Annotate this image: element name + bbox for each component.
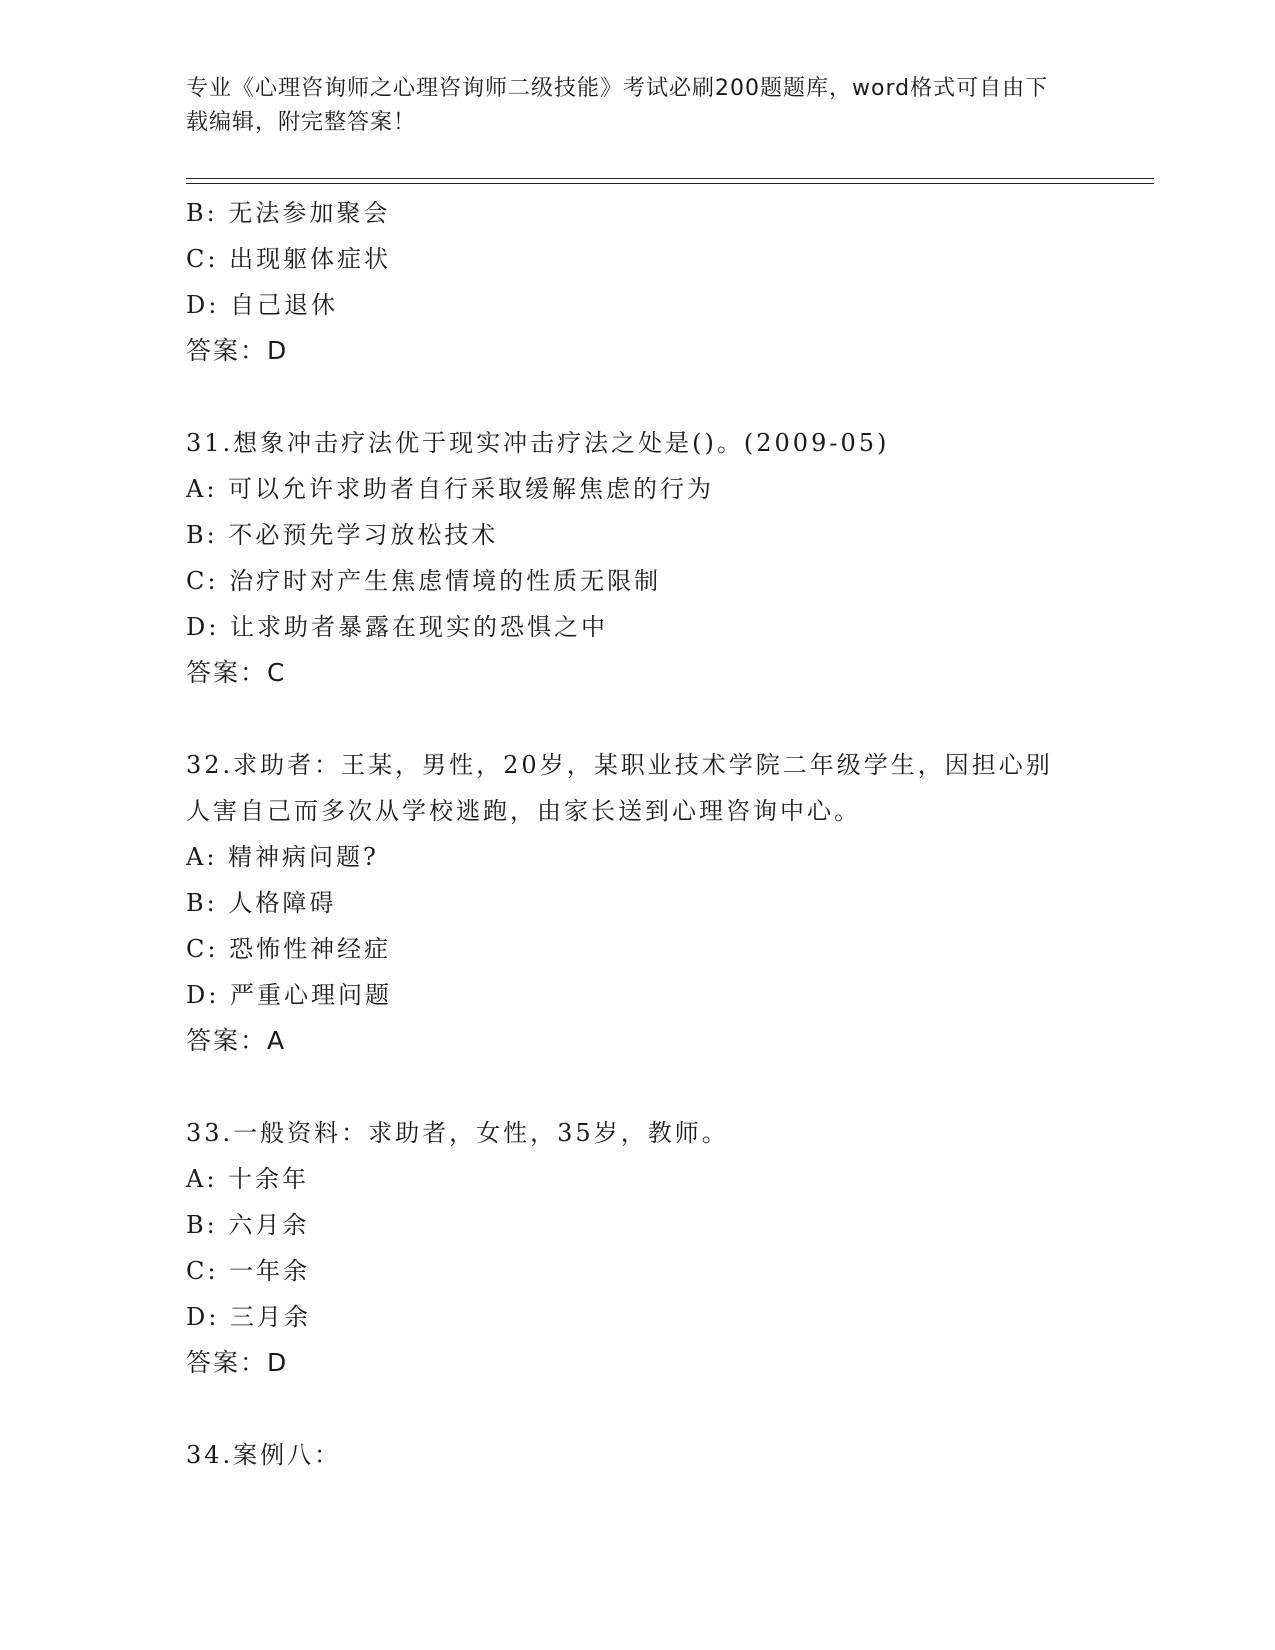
question-32 bbox=[186, 742, 1086, 1064]
question-30-tail bbox=[186, 190, 1086, 374]
document-header: 专业《心理咨询师之心理咨询师二级技能》考试必刷200题题库，word格式可自由下载编辑，附完整答案！ bbox=[186, 76, 1049, 135]
option-a: A: 可以允许求助者自行采取缓解焦虑的行为 bbox=[186, 475, 715, 503]
option-b: B: 人格障碍 bbox=[186, 889, 337, 917]
header-divider-bottom bbox=[186, 183, 1154, 184]
question-34 bbox=[186, 1432, 1086, 1478]
question-stem: 34.案例八： bbox=[186, 1441, 342, 1469]
answer: 答案：D bbox=[186, 1348, 289, 1377]
option-c: C: 一年余 bbox=[186, 1257, 311, 1285]
spacer bbox=[186, 1064, 1086, 1110]
question-stem: 33.一般资料：求助者，女性，35岁，教师。 bbox=[186, 1119, 729, 1147]
question-33 bbox=[186, 1110, 1086, 1386]
answer: 答案：A bbox=[186, 1026, 287, 1055]
option-c: C: 治疗时对产生焦虑情境的性质无限制 bbox=[186, 567, 662, 595]
option-b: B: 六月余 bbox=[186, 1211, 310, 1239]
question-list bbox=[186, 190, 1086, 1478]
question-stem: 32.求助者：王某，男性，20岁，某职业技术学院二年级学生，因担心别人害自己而多次从学校逃跑，由家长送到心理咨询中心。 bbox=[186, 751, 1053, 825]
option-a: A: 十余年 bbox=[186, 1165, 310, 1193]
spacer bbox=[186, 1386, 1086, 1432]
answer: 答案：C bbox=[186, 658, 287, 687]
answer: 答案：D bbox=[186, 336, 289, 365]
option-c: C: 出现躯体症状 bbox=[186, 245, 392, 273]
option-b: B: 无法参加聚会 bbox=[186, 199, 391, 227]
option-d: D: 让求助者暴露在现实的恐惧之中 bbox=[186, 613, 608, 641]
option-d: D: 自己退休 bbox=[186, 291, 338, 319]
spacer bbox=[186, 696, 1086, 742]
option-c: C: 恐怖性神经症 bbox=[186, 935, 392, 963]
option-d: D: 三月余 bbox=[186, 1303, 311, 1331]
question-31 bbox=[186, 420, 1086, 696]
option-d: D: 严重心理问题 bbox=[186, 981, 392, 1009]
spacer bbox=[186, 374, 1086, 420]
option-b: B: 不必预先学习放松技术 bbox=[186, 521, 499, 549]
option-a: A: 精神病问题? bbox=[186, 843, 379, 871]
header-divider-top bbox=[186, 178, 1154, 179]
question-stem: 31.想象冲击疗法优于现实冲击疗法之处是()。(2009-05) bbox=[186, 429, 890, 457]
